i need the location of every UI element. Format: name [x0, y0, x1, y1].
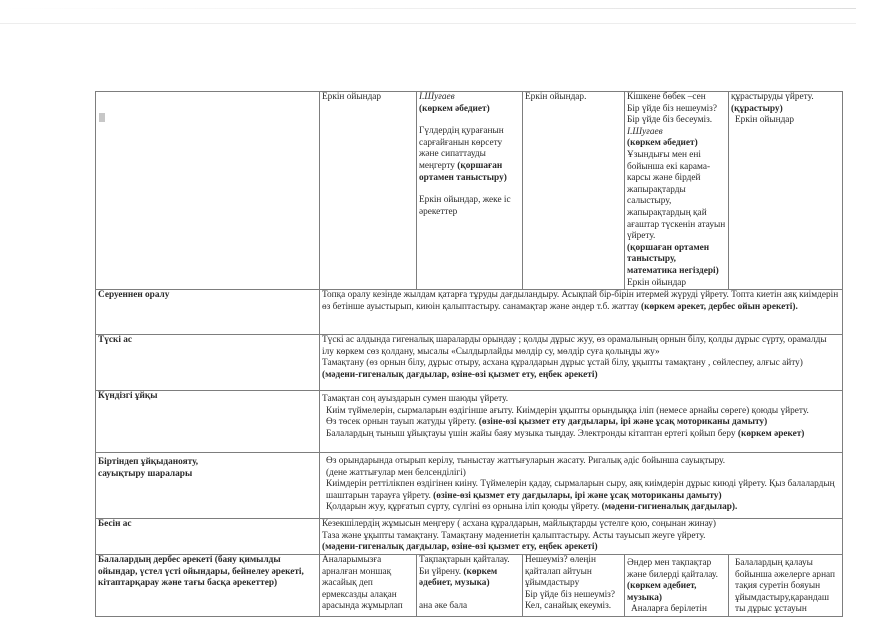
activity-extra: Еркін ойындар, жеке іс әрекеттер: [419, 195, 511, 217]
activity-text: құрастыруды үйрету.: [731, 92, 814, 102]
row-content: Түскі ас алдында гигеналық шараларды орындау ; қолды дұрыс жуу, өз орамалының орнын білу, қолды дұрыс сүрту, орамалды ілу көркем сөз қолдану, мысалы «Сылдырлайды мөлдір су, мөлдір суға қолыңды жу» Тамақтану (өз орнын білу, дұрыс отыру, асхана құралдарын дұрыс ұстай білу, ұқыпты тамақтану , сөйлеспеу, алғыс айту) (мәдени-гигеналық дағдылар, өзіне-өзі қызмет ету, еңбек әрекеті): [320, 335, 843, 391]
row-label-empty: [96, 92, 320, 290]
activity-cell-5: [729, 92, 843, 290]
activity-text: Еркін ойындар.: [525, 92, 587, 102]
nap-row: [96, 391, 843, 453]
activity-cell-4: [625, 92, 729, 290]
author-name: І.Шуғаев: [627, 126, 663, 137]
row-content: Кезекшілердің жұмысын меңгеру ( асхана құралдарын, майлықтарды үстелге қою, соңынан жинау) Таза және ұқыпты тамақтану. Тамақтану мәдениетін қалыптастыру. Асты тауысып жеуге үйрету. (мәдени-гигеналық дағдылар, өзіне-өзі қызмет ету, еңбек әрекеті): [320, 519, 843, 555]
subject-label: (құрастыру): [731, 103, 783, 114]
activity-text: Еркін ойындар: [322, 92, 382, 102]
row-label: Күндізгі ұйқы: [96, 391, 320, 453]
activity-description: Ұзындығы мен ені бойынша екі карама-карсы және бірдей жапырақтарды салыстыру, жапырақтардың қай ағаштар түскенін атауын үйрету.: [627, 149, 726, 242]
subject-label: (көркем әбедиет): [419, 103, 490, 114]
activity-cell-3: [523, 92, 625, 290]
activity-description: Гүлдердің қурағанын сарғайғанын көрсету және сипаттауды меңгерту (қоршаған ортамен таныстыру): [419, 126, 507, 183]
poem-line: Бір үйде біз бесеуміз.: [627, 115, 713, 126]
activity-cell-1: [320, 92, 417, 290]
scan-edge-line: [0, 23, 856, 24]
row-label: Біртіндеп ұйқыданояту, сауықтыру шаралары: [96, 453, 320, 519]
row-label: Балалардың дербес әрекеті (баяу қимылды ойындар, үстел үсті ойындары, бейнелеу әрекеті, кітаптарқарау және тағы басқа әрекеттер): [96, 555, 320, 617]
row-content: Өз орындарында отырып керілу, тыныстау жаттығуларын жасату. Ригалық әдіс бойынша сауықтыру. (дене жаттығулар мен белсенділігі) Киімдерін реттілікпен өздігінен киіну. Түймелерін қадау, сырмаларын сыру, аяқ киімдерін дұрыс киюді үйрету. Қыз балалардың шаштарын тарауға үйрету. (өзіне-өзі қызмет ету дағдылары, ірі және ұсақ моториканы дамыту) Қолдарын жуу, құрғатып сүрту, сүлгіні өз орнына іліп қоюды үйрету. (мәдени-гигиеналық дағдылар).: [320, 453, 843, 519]
snack-row: [96, 519, 843, 555]
subject-label: (қоршаған ортамен таныстыру, математика негіздері): [627, 242, 719, 276]
activity-extra: Еркін ойындар: [627, 277, 687, 288]
activity-cell-4: Әндер мен тақпақтар және билерді қайталау. (көркем әдебиет, музыка) Аналарға берілетін: [625, 555, 729, 617]
activity-cell-2: [417, 92, 523, 290]
row-content: Топқа оралу кезінде жылдам қатарға тұруды дағдыландыру. Асықпай бір-бірін итермей жүруді үйрету. Топта киетін аяқ киімдерін өз бетінше ауыстырып, киюін қалыптастыру. санамақтар және әндер т.б. жаттау (көркем әрекет, дербес ойын әрекеті).: [320, 290, 843, 335]
row-content: Тамақтан соң ауыздарын сумен шаюды үйрету. Киім түймелерін, сырмаларын өздігінше ағыту. Киімдерін ұқыпты орындыққа іліп (немесе арнайы сөреге) қоюды үйрету. Өз төсек орнын тауып жатуды үйрету. (өзіне-өзі қызмет ету дағдылары, ірі және ұсақ моториканы дамыту) Балалардың тыныш ұйықтауы үшін жайы баяу музыка тыңдау. Электронды кітаптан ертегі қойып беру (көркем әрекет): [320, 391, 843, 453]
activity-extra: Еркін ойындар: [735, 115, 795, 126]
row-label: Түскі ас: [96, 335, 320, 391]
return-walk-row: [96, 290, 843, 335]
poem-line: Кішкене бөбек –сен: [627, 92, 706, 102]
lunch-row: [96, 335, 843, 391]
row-label: Бесін ас: [96, 519, 320, 555]
scan-edge-line: [0, 8, 856, 9]
wakeup-row: [96, 453, 843, 519]
activity-cell-3: Нешеуміз? өлеңін қайталап айтуын ұйымдастыру Бір үйде біз нешеуміз? Кел, санайық екеуміз.: [523, 555, 625, 617]
activity-cell-5: Балалардың қалауы бойынша әжелерге арнап тақия суретін бояуын ұйымдастыру,қарандаш ты дұрыс ұстауын: [729, 555, 843, 617]
daily-plan-table: [95, 91, 843, 617]
activities-row: [96, 92, 843, 290]
activity-cell-2: Тақпақтарын қайталау. Би үйрену. (көркем әдебиет, музыка) ана әке бала: [417, 555, 523, 617]
row-label: Серуеннен оралу: [96, 290, 320, 335]
subject-label: (көркем әбедиет): [627, 138, 698, 149]
independent-activity-row: [96, 555, 843, 617]
author-name: І.Шуғаев: [419, 92, 455, 102]
activity-cell-1: Аналарымызға арналған моншақ жасайық деп ермексазды алақан арасында жұмырлап: [320, 555, 417, 617]
poem-line: Бір үйде біз нешеуміз?: [627, 103, 717, 114]
